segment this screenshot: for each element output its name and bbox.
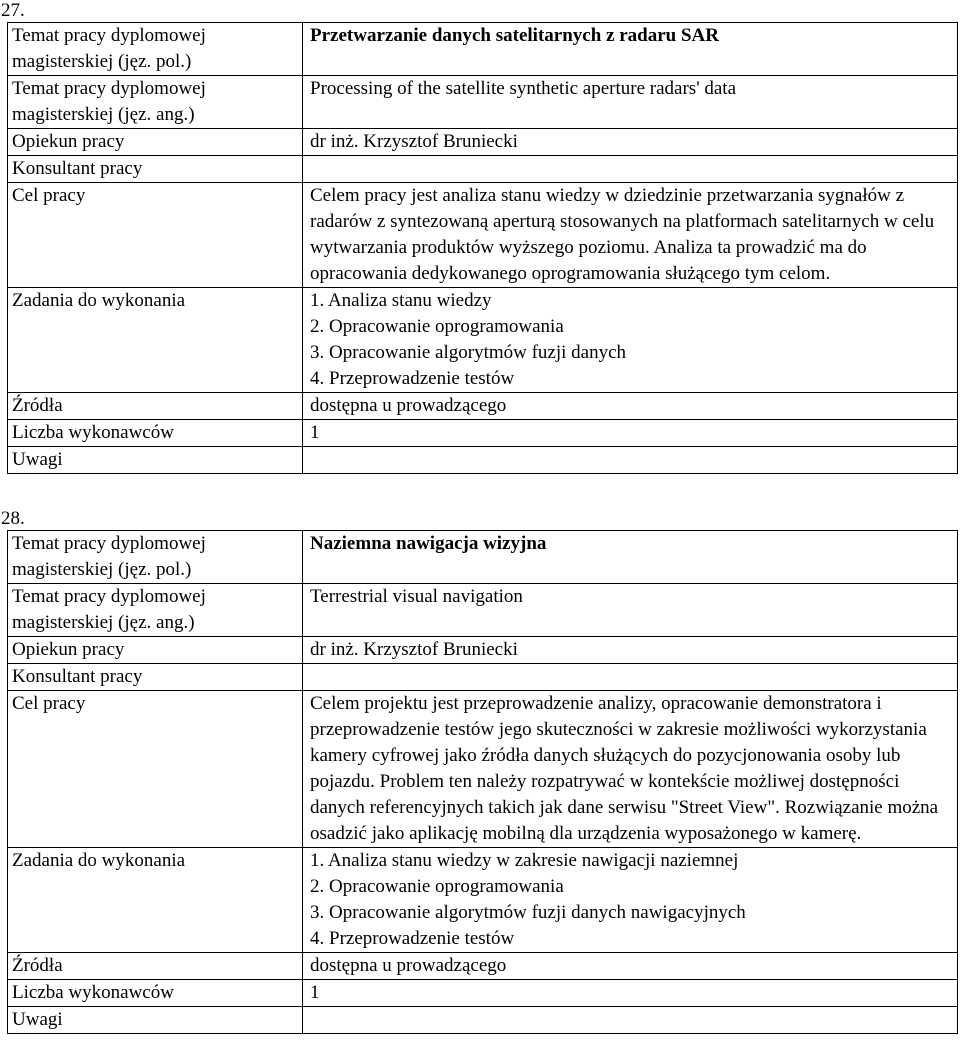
task-item: 2. Opracowanie oprogramowania — [310, 876, 564, 897]
label-executors: Liczba wykonawców — [8, 980, 303, 1007]
value-topic-pl: Naziemna nawigacja wizyjna — [303, 531, 958, 584]
label-goal: Cel pracy — [8, 183, 303, 288]
label-supervisor: Opiekun pracy — [8, 637, 303, 664]
value-consultant — [303, 664, 958, 691]
label-topic-en: Temat pracy dyplomowej magisterskiej (jęz. ang.) — [8, 76, 303, 129]
value-notes — [303, 1007, 958, 1034]
label-notes: Uwagi — [8, 1007, 303, 1034]
task-item: 2. Opracowanie oprogramowania — [310, 316, 564, 337]
thesis-table — [7, 22, 958, 474]
label-sources: Źródła — [8, 953, 303, 980]
task-item: 1. Analiza stanu wiedzy w zakresie nawigacji naziemnej — [310, 850, 739, 871]
label-sources: Źródła — [8, 393, 303, 420]
row-consultant — [8, 156, 958, 183]
task-item: 4. Przeprowadzenie testów — [310, 368, 515, 389]
row-topic-en — [8, 584, 958, 637]
value-supervisor: dr inż. Krzysztof Bruniecki — [303, 129, 958, 156]
thesis-table — [7, 530, 958, 1034]
row-notes — [8, 447, 958, 474]
row-sources — [8, 953, 958, 980]
row-supervisor — [8, 637, 958, 664]
label-executors: Liczba wykonawców — [8, 420, 303, 447]
row-supervisor — [8, 129, 958, 156]
entry-number: 28. — [1, 508, 25, 529]
row-sources — [8, 393, 958, 420]
row-tasks — [8, 288, 958, 393]
label-notes: Uwagi — [8, 447, 303, 474]
value-supervisor: dr inż. Krzysztof Bruniecki — [303, 637, 958, 664]
label-tasks: Zadania do wykonania — [8, 288, 303, 393]
label-goal: Cel pracy — [8, 691, 303, 848]
label-tasks: Zadania do wykonania — [8, 848, 303, 953]
value-topic-en: Terrestrial visual navigation — [303, 584, 958, 637]
row-topic-en — [8, 76, 958, 129]
row-consultant — [8, 664, 958, 691]
row-topic-pl — [8, 531, 958, 584]
value-tasks — [303, 848, 958, 953]
label-topic-en: Temat pracy dyplomowej magisterskiej (jęz. ang.) — [8, 584, 303, 637]
task-item: 3. Opracowanie algorytmów fuzji danych — [310, 342, 627, 363]
value-executors: 1 — [303, 980, 958, 1007]
value-topic-en: Processing of the satellite synthetic aperture radars' data — [303, 76, 958, 129]
value-notes — [303, 447, 958, 474]
row-notes — [8, 1007, 958, 1034]
task-item: 3. Opracowanie algorytmów fuzji danych nawigacyjnych — [310, 902, 746, 923]
label-consultant: Konsultant pracy — [8, 664, 303, 691]
value-sources: dostępna u prowadzącego — [303, 953, 958, 980]
entry-number: 27. — [1, 0, 25, 21]
value-consultant — [303, 156, 958, 183]
task-item: 1. Analiza stanu wiedzy — [310, 290, 492, 311]
value-goal: Celem projektu jest przeprowadzenie analizy, opracowanie demonstratora i przeprowadzenie testów jego skuteczności w zakresie możliwości wykorzystania kamery cyfrowej jako źródła danych służących do pozycjonowania osoby lub pojazdu. Problem ten należy rozpatrywać w kontekście możliwej dostępności danych referencyjnych takich jak dane serwisu "Street View". Rozwiązanie można osadzić jako aplikację mobilną dla urządzenia wyposażonego w kamerę. — [303, 691, 958, 848]
label-consultant: Konsultant pracy — [8, 156, 303, 183]
row-tasks — [8, 848, 958, 953]
row-executors — [8, 420, 958, 447]
value-tasks — [303, 288, 958, 393]
label-topic-pl: Temat pracy dyplomowej magisterskiej (jęz. pol.) — [8, 531, 303, 584]
label-topic-pl: Temat pracy dyplomowej magisterskiej (jęz. pol.) — [8, 23, 303, 76]
value-sources: dostępna u prowadzącego — [303, 393, 958, 420]
label-supervisor: Opiekun pracy — [8, 129, 303, 156]
row-topic-pl — [8, 23, 958, 76]
row-goal — [8, 183, 958, 288]
task-item: 4. Przeprowadzenie testów — [310, 928, 515, 949]
row-executors — [8, 980, 958, 1007]
value-topic-pl: Przetwarzanie danych satelitarnych z radaru SAR — [303, 23, 958, 76]
row-goal — [8, 691, 958, 848]
value-goal: Celem pracy jest analiza stanu wiedzy w dziedzinie przetwarzania sygnałów z radarów z syntezowaną aperturą stosowanych na platformach satelitarnych w celu wytwarzania produktów wyższego poziomu. Analiza ta prowadzić ma do opracowania dedykowanego oprogramowania służącego tym celom. — [303, 183, 958, 288]
value-executors: 1 — [303, 420, 958, 447]
